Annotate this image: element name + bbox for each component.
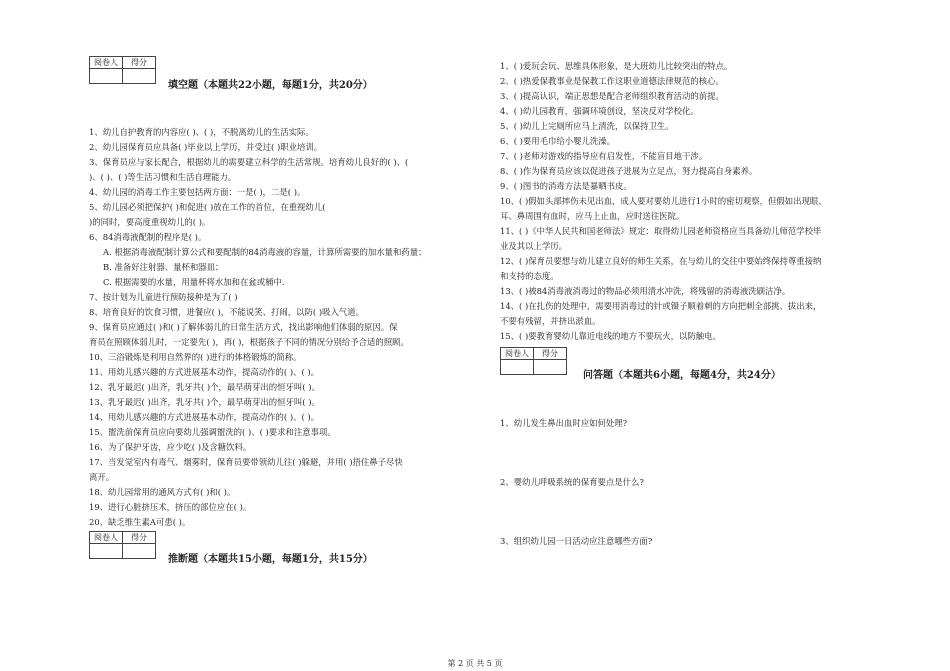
score-label: 得分 — [123, 57, 156, 69]
fill-line: 育员在照顾体弱儿时，一定要先( )，再( )，根据孩子不同的情况分别给予合适的照顾。 — [89, 337, 409, 347]
judge-line: 2、( )热爱保教事业是保教工作这职业道德法律规范的核心。 — [500, 76, 724, 86]
judge-line: 和支持的态度。 — [500, 271, 559, 281]
judge-line: 6、( )要用毛巾给小婴儿洗澡。 — [500, 136, 616, 146]
fill-line: 13、乳牙最迟( )出齐，乳牙共( )个，最早萌芽出的恒牙叫( )。 — [89, 397, 320, 407]
score-cell — [123, 544, 156, 559]
judge-line: 12、( )保育员要想与幼儿建立良好的师生关系，在与幼儿的交往中要始终保持尊重接纳 — [500, 256, 822, 266]
fill-line: 18、幼儿园常用的通风方式有( )和( )。 — [89, 487, 236, 497]
score-box-fill — [89, 56, 156, 84]
judge-section-title: 推断题（本题共15小题，每题1分，共15分） — [168, 554, 373, 565]
reviewer-cell — [501, 360, 534, 375]
reviewer-cell — [90, 69, 123, 84]
judge-line: 7、( )老师对游戏的指导应有启发性，不能盲目地干涉。 — [500, 151, 708, 161]
fill-line: 6、84消毒液配制的程序是( )。 — [89, 232, 207, 242]
fill-line: 17、当发觉室内有毒气、烟雾时，保育员要带领幼儿往( )躲避，并用( )捂住鼻子尽快 — [89, 457, 403, 467]
fill-option: A. 根据消毒液配制计算公式和要配制的84消毒液的容量，计算所需要的加水量和药量； — [103, 247, 427, 257]
judge-line: 9、( )图书的消毒方法是暴晒书皮。 — [500, 181, 632, 191]
score-label: 得分 — [123, 532, 156, 544]
judge-line: 15、( )要教育婴幼儿靠近电线的地方不要玩火，以防触电。 — [500, 331, 721, 341]
fill-option: C. 根据需要的水量，用量杯将水加和在盆或桶中. — [103, 277, 285, 287]
qa-section-title: 问答题（本题共6小题，每题4分，共24分） — [583, 370, 781, 381]
score-cell — [123, 69, 156, 84]
qa-line: 2、婴幼儿呼吸系统的保育要点是什么? — [500, 477, 644, 487]
fill-line: 12、乳牙最迟( )出齐，乳牙共( )个，最早萌芽出的恒牙叫( )。 — [89, 382, 320, 392]
reviewer-label: 阅卷人 — [501, 348, 534, 360]
qa-line: 3、组织幼儿园一日活动应注意哪些方面? — [500, 536, 653, 546]
reviewer-label: 阅卷人 — [90, 57, 123, 69]
judge-line: 业及其以上学历。 — [500, 241, 567, 251]
score-cell — [534, 360, 567, 375]
judge-line: 1、( )爱玩会玩、思维具体形象，是大班幼儿比较突出的特点。 — [500, 61, 733, 71]
page-footer: 第 2 页 共 5 页 — [447, 659, 503, 668]
fill-line: 1、幼儿自护教育的内容应( )、( )，不脱离幼儿的生活实际。 — [89, 127, 314, 137]
fill-line: 离开。 — [89, 472, 115, 482]
fill-line: 8、培育良好的饮食习惯，进餐应( )，不能说笑、打闹，以防( )吸入气道。 — [89, 307, 364, 317]
fill-section-title: 填空题（本题共22小题，每题1分，共20分） — [168, 80, 373, 91]
fill-line: 5、幼儿园必须把保护( )和促进( )放在工作的首位，在重视幼儿( — [89, 202, 326, 212]
judge-line: 5、( )幼儿上完厕所应马上清洗，以保持卫生。 — [500, 121, 674, 131]
fill-line: 4、幼儿园的消毒工作主要包括两方面：一是( )，二是( )。 — [89, 187, 306, 197]
judge-line: 10、( )假如头部摔伤未见出血，成人要对要幼儿进行1小时的密切观察，但假如出现眼、 — [500, 196, 827, 206]
fill-line: 10、三浴锻炼是利用自然界的( )进行的体格锻炼的简称。 — [89, 352, 302, 362]
judge-line: 耳、鼻周围有血时，应马上止血，应时送往医院。 — [500, 211, 685, 221]
score-label: 得分 — [534, 348, 567, 360]
score-box-qa — [500, 347, 567, 375]
judge-line: 14、( )在扎伤的处理中，需要用消毒过的针或镊子顺着刺的方向把刺全部挑、拔出来， — [500, 301, 822, 311]
reviewer-label: 阅卷人 — [90, 532, 123, 544]
fill-line: 2、幼儿园保育员应具备( )毕业以上学历，并受过( )职业培训。 — [89, 142, 323, 152]
reviewer-cell — [90, 544, 123, 559]
fill-line: )、( )、( )等生活习惯和生活自理能力。 — [89, 172, 237, 182]
judge-line: 13、( )被84消毒液消毒过的物品必须用清水冲洗，将残留的消毒液洗刷洁净。 — [500, 286, 791, 296]
fill-line: 15、盥洗前保育员应向要幼儿强调盥洗的( )、( )要求和注意事项。 — [89, 427, 336, 437]
fill-line: 7、按计划为儿童进行预防接种是为了( ) — [89, 292, 238, 302]
score-box-judge — [89, 531, 156, 559]
fill-line: 3、保育员应与家长配合，根据幼儿的需要建立科学的生活常规。培育幼儿良好的( )、( — [89, 157, 409, 167]
judge-line: 3、( )提高认识，端正思想是配合老师组织教育活动的前提。 — [500, 91, 724, 101]
judge-line: 不要有残留，并挤出淤血。 — [500, 316, 601, 326]
fill-line: 16、为了保护牙齿，应少吃( )及含糖饮料。 — [89, 442, 252, 452]
fill-line: 11、用幼儿感兴趣的方式进展基本动作，提高动作的( )、( )。 — [89, 367, 320, 377]
fill-line: 19、进行心脏挤压术，挤压的部位应在( )。 — [89, 502, 252, 512]
fill-option: B. 准备好注射器、量杯和器皿； — [103, 262, 224, 272]
judge-line: 4、( )幼儿园教育，强调环境创设，坚决反对学校化。 — [500, 106, 699, 116]
fill-line: 9、保育员应通过( )和( )了解体弱儿的日常生活方式，找出影响他们体弱的原因。保 — [89, 322, 398, 332]
fill-line: 14、用幼儿感兴趣的方式进展基本动作，提高动作的( )、( )。 — [89, 412, 320, 422]
judge-line: 8、( )作为保育员应该以促进孩子进展为立足点，努力提高自身素养。 — [500, 166, 758, 176]
judge-line: 11、( )《中华人民共和国老师法》规定：取得幼儿园老师资格应当具备幼儿师范学校毕 — [500, 226, 822, 236]
fill-line: 20、缺乏维生素A可患( )。 — [89, 517, 191, 527]
fill-line: )的同时，要高度重视幼儿的( )。 — [89, 217, 211, 227]
qa-line: 1、幼儿发生鼻出血时应如何处理? — [500, 418, 628, 428]
